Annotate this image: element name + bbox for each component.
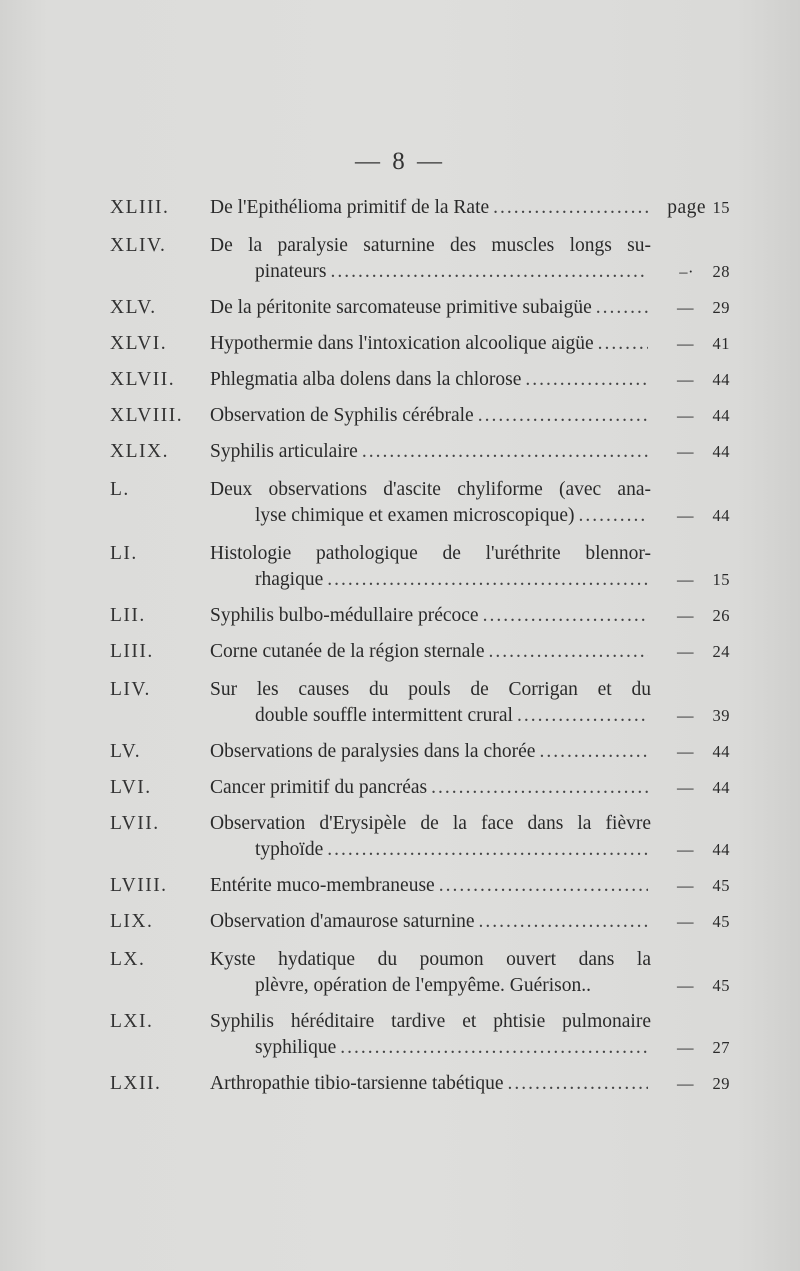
- table-of-contents: [110, 195, 730, 1097]
- page-number: 39: [712, 706, 730, 725]
- entry-numeral: LXI.: [110, 1011, 154, 1032]
- entry-title: Hypothermie dans l'intoxication alcoolique aigüe: [210, 333, 594, 354]
- page-reference: [652, 837, 730, 863]
- page-number: 15: [712, 570, 730, 589]
- toc-entry: [110, 1009, 730, 1061]
- entry-numeral: XLIX.: [110, 441, 169, 462]
- toc-entry: [110, 439, 730, 465]
- toc-entry: [110, 541, 730, 593]
- entry-title: De la péritonite sarcomateuse primitive subaigüe: [210, 297, 592, 318]
- entry-title: Cancer primitif du pancréas: [210, 777, 428, 798]
- page-number: 28: [712, 262, 730, 281]
- page-reference: [652, 503, 730, 529]
- page-reference: [652, 1071, 730, 1097]
- toc-entry: [110, 367, 730, 393]
- toc-entry: [110, 477, 730, 529]
- page-reference: [652, 439, 730, 465]
- ditto-dash: —: [677, 298, 694, 317]
- page-reference: [652, 259, 730, 285]
- dot-leader: [525, 367, 648, 393]
- entry-numeral: L.: [110, 479, 130, 500]
- toc-entry: [110, 947, 730, 999]
- entry-title: Corne cutanée de la région sternale: [210, 641, 485, 662]
- toc-entry: [110, 331, 730, 357]
- toc-entry: [110, 739, 730, 765]
- toc-entry: [110, 1071, 730, 1097]
- dot-leader: [539, 739, 648, 765]
- page-number: 44: [712, 742, 730, 761]
- entry-title: Syphilis articulaire: [210, 441, 358, 462]
- toc-entry: [110, 873, 730, 899]
- entry-title: Kyste hydatique du poumon ouvert dans la: [210, 949, 651, 970]
- dot-leader: [479, 909, 648, 935]
- ditto-dash: —: [677, 406, 694, 425]
- entry-title: Arthropathie tibio-tarsienne tabétique: [210, 1073, 504, 1094]
- ditto-dash: —: [677, 976, 694, 995]
- page-reference: [652, 367, 730, 393]
- dot-leader: [598, 331, 648, 357]
- ditto-dash: —: [677, 442, 694, 461]
- ditto-dash: —: [677, 742, 694, 761]
- page-number: 45: [712, 912, 730, 931]
- entry-numeral: XLVI.: [110, 333, 168, 354]
- dot-leader: [431, 775, 648, 801]
- page-reference: [652, 295, 730, 321]
- page-number: 44: [712, 778, 730, 797]
- dot-leader: [478, 403, 648, 429]
- page-reference: [652, 403, 730, 429]
- entry-title: rhagique: [255, 569, 324, 590]
- page-number: 29: [712, 1074, 730, 1093]
- page-number: 45: [712, 976, 730, 995]
- page-reference: [652, 195, 730, 221]
- toc-entry: [110, 403, 730, 429]
- entry-title: Histologie pathologique de l'uréthrite blennor-: [210, 543, 651, 564]
- dot-leader: [596, 295, 648, 321]
- page-number: 27: [712, 1038, 730, 1057]
- toc-entry: [110, 233, 730, 285]
- entry-title: typhoïde: [255, 839, 324, 860]
- page-number: 44: [712, 442, 730, 461]
- toc-entry: [110, 295, 730, 321]
- page-reference: [652, 909, 730, 935]
- page-number: 29: [712, 298, 730, 317]
- entry-numeral: XLVII.: [110, 369, 176, 390]
- entry-numeral: LX.: [110, 949, 146, 970]
- toc-entry: [110, 603, 730, 629]
- toc-entry: [110, 811, 730, 863]
- entry-numeral: LVI.: [110, 777, 152, 798]
- toc-entry: [110, 195, 730, 221]
- entry-title: Syphilis héréditaire tardive et phtisie pulmonaire: [210, 1011, 651, 1032]
- entry-numeral: XLV.: [110, 297, 157, 318]
- dot-leader: [493, 195, 648, 221]
- toc-entry: [110, 909, 730, 935]
- dot-leader: [483, 603, 648, 629]
- dot-leader: [327, 567, 648, 593]
- entry-title: double souffle intermittent crural: [255, 705, 513, 726]
- toc-entry: [110, 775, 730, 801]
- entry-title: Observations de paralysies dans la chorée: [210, 741, 536, 762]
- ditto-dash: —: [677, 706, 694, 725]
- ditto-dash: —: [677, 876, 694, 895]
- ditto-dash: —: [677, 840, 694, 859]
- entry-numeral: LV.: [110, 741, 142, 762]
- ditto-dash: —: [677, 334, 694, 353]
- entry-numeral: LI.: [110, 543, 138, 564]
- ditto-dash: —: [677, 912, 694, 931]
- entry-title: De la paralysie saturnine des muscles longs su-: [210, 235, 651, 256]
- dot-leader: [517, 703, 648, 729]
- page-reference: [652, 775, 730, 801]
- entry-title: Observation d'Erysipèle de la face dans la fièvre: [210, 813, 651, 834]
- page-header-number: — 8 —: [355, 148, 445, 175]
- page-number: 44: [712, 506, 730, 525]
- page-label: page: [667, 197, 706, 218]
- page-reference: [652, 739, 730, 765]
- entry-title: Observation de Syphilis cérébrale: [210, 405, 474, 426]
- entry-title: Phlegmatia alba dolens dans la chlorose: [210, 369, 522, 390]
- entry-title: lyse chimique et examen microscopique): [255, 505, 575, 526]
- ditto-dash: —: [677, 570, 694, 589]
- entry-numeral: LVII.: [110, 813, 160, 834]
- dot-leader: [578, 503, 648, 529]
- ditto-dash: —: [677, 1038, 694, 1057]
- page-number: 15: [712, 198, 730, 217]
- page-reference: [652, 331, 730, 357]
- dot-leader: [362, 439, 648, 465]
- ditto-dash: —: [677, 370, 694, 389]
- page-reference: [652, 639, 730, 665]
- entry-title: plèvre, opération de l'empyême. Guérison..: [255, 975, 591, 996]
- entry-title: Observation d'amaurose saturnine: [210, 911, 475, 932]
- entry-numeral: LIII.: [110, 641, 154, 662]
- entry-title: Syphilis bulbo-médullaire précoce: [210, 605, 479, 626]
- toc-entry: [110, 639, 730, 665]
- dot-leader: [330, 259, 648, 285]
- entry-numeral: XLVIII.: [110, 405, 184, 426]
- page-reference: [652, 703, 730, 729]
- page-number: 26: [712, 606, 730, 625]
- dot-leader: [507, 1071, 648, 1097]
- ditto-dash: —: [677, 506, 694, 525]
- page-reference: [652, 973, 730, 999]
- entry-title: Deux observations d'ascite chyliforme (avec ana-: [210, 479, 651, 500]
- ditto-dash: —: [677, 1074, 694, 1093]
- entry-numeral: LXII.: [110, 1073, 162, 1094]
- page-number: 41: [712, 334, 730, 353]
- ditto-dash: —: [677, 606, 694, 625]
- entry-numeral: LIX.: [110, 911, 154, 932]
- dot-leader: [439, 873, 648, 899]
- ditto-dash: —: [677, 778, 694, 797]
- entry-numeral: LIV.: [110, 679, 151, 700]
- entry-title: Entérite muco-membraneuse: [210, 875, 435, 896]
- entry-title: Sur les causes du pouls de Corrigan et du: [210, 679, 651, 700]
- toc-entry: [110, 677, 730, 729]
- entry-title: De l'Epithélioma primitif de la Rate: [210, 197, 490, 218]
- page-number: 45: [712, 876, 730, 895]
- dot-leader: [340, 1035, 648, 1061]
- entry-numeral: XLIV.: [110, 235, 167, 256]
- page-number: 44: [712, 840, 730, 859]
- page-reference: [652, 567, 730, 593]
- entry-numeral: LVIII.: [110, 875, 168, 896]
- dot-leader: [327, 837, 648, 863]
- page-reference: [652, 603, 730, 629]
- entry-numeral: LII.: [110, 605, 146, 626]
- ditto-dash: –·: [679, 262, 694, 281]
- page-number: 24: [712, 642, 730, 661]
- entry-title: pinateurs: [255, 261, 327, 282]
- page-reference: [652, 873, 730, 899]
- entry-title: syphilique: [255, 1037, 337, 1058]
- ditto-dash: —: [677, 642, 694, 661]
- dot-leader: [489, 639, 649, 665]
- page-reference: [652, 1035, 730, 1061]
- page-number: 44: [712, 370, 730, 389]
- page-number: 44: [712, 406, 730, 425]
- entry-numeral: XLIII.: [110, 197, 170, 218]
